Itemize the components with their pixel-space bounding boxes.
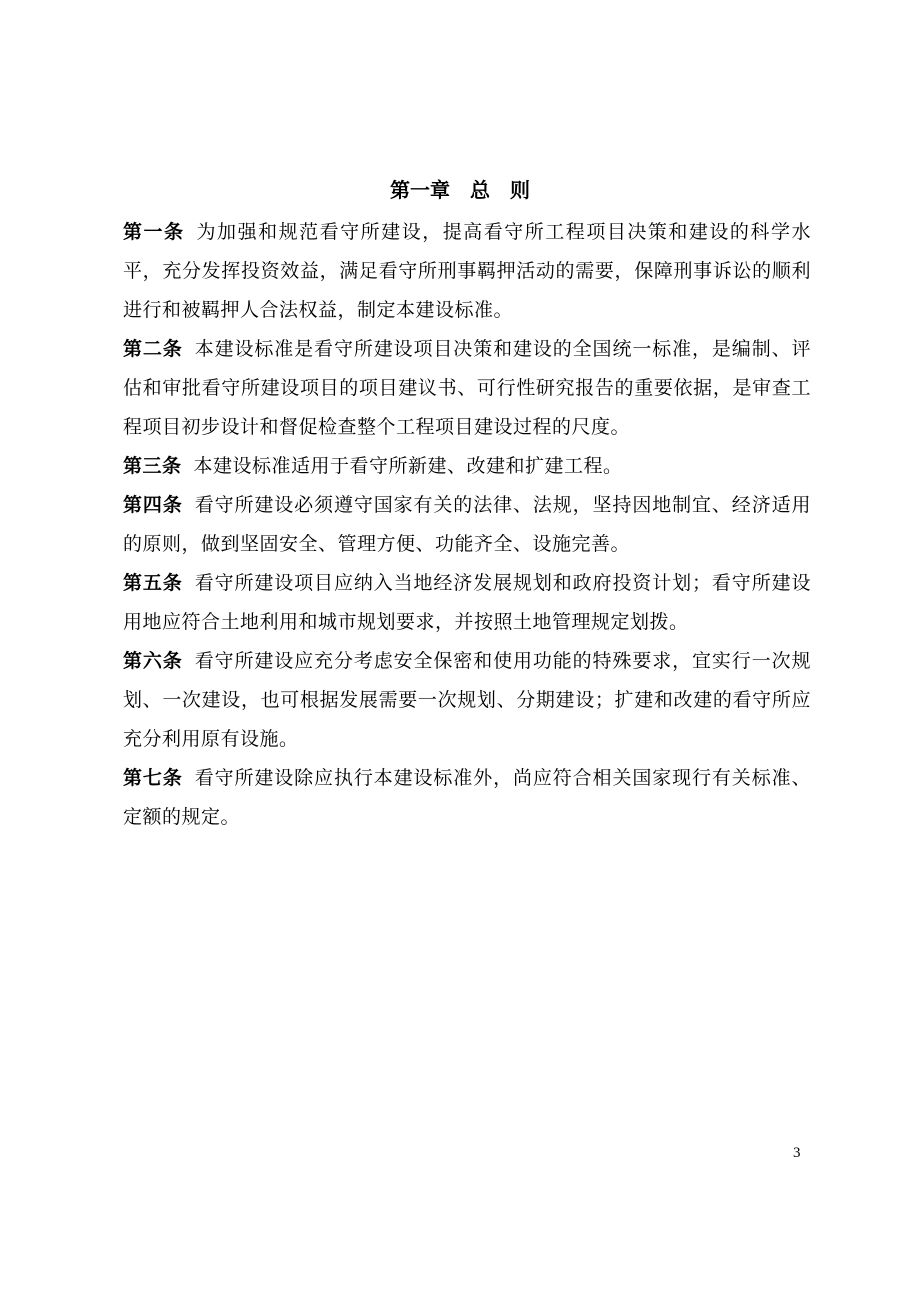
article-text: 看守所建设除应执行本建设标准外，尚应符合相关国家现行有关标准、定额的规定。 [123, 767, 811, 828]
articles-body [123, 213, 811, 837]
article-label: 第四条 [123, 494, 183, 516]
article-6 [123, 642, 811, 759]
article-7 [123, 759, 811, 837]
article-5 [123, 564, 811, 642]
article-3 [123, 447, 811, 486]
article-label: 第一条 [123, 221, 185, 243]
article-text: 为加强和规范看守所建设，提高看守所工程项目决策和建设的科学水平，充分发挥投资效益，满足看守所刑事羁押活动的需要，保障刑事诉讼的顺利进行和被羁押人合法权益，制定本建设标准。 [123, 221, 811, 321]
article-text: 看守所建设项目应纳入当地经济发展规划和政府投资计划；看守所建设用地应符合土地利用和城市规划要求，并按照土地管理规定划拨。 [123, 572, 811, 633]
article-text: 本建设标准适用于看守所新建、改建和扩建工程。 [193, 455, 623, 477]
article-text: 本建设标准是看守所建设项目决策和建设的全国统一标准，是编制、评估和审批看守所建设项目的项目建议书、可行性研究报告的重要依据，是审查工程项目初步设计和督促检查整个工程项目建设过程的尺度。 [123, 338, 811, 438]
page-number: 3 [793, 1145, 801, 1161]
article-4 [123, 486, 811, 564]
article-label: 第二条 [123, 338, 183, 360]
article-label: 第七条 [123, 767, 183, 789]
article-text: 看守所建设应充分考虑安全保密和使用功能的特殊要求，宜实行一次规划、一次建设，也可根据发展需要一次规划、分期建设；扩建和改建的看守所应充分利用原有设施。 [123, 650, 811, 750]
article-label: 第五条 [123, 572, 183, 594]
article-label: 第六条 [123, 650, 183, 672]
chapter-title: 第一章 总 则 [390, 178, 530, 202]
article-2 [123, 330, 811, 447]
article-1 [123, 213, 811, 330]
article-label: 第三条 [123, 455, 182, 477]
article-text: 看守所建设必须遵守国家有关的法律、法规，坚持因地制宜、经济适用的原则，做到坚固安全、管理方便、功能齐全、设施完善。 [123, 494, 811, 555]
